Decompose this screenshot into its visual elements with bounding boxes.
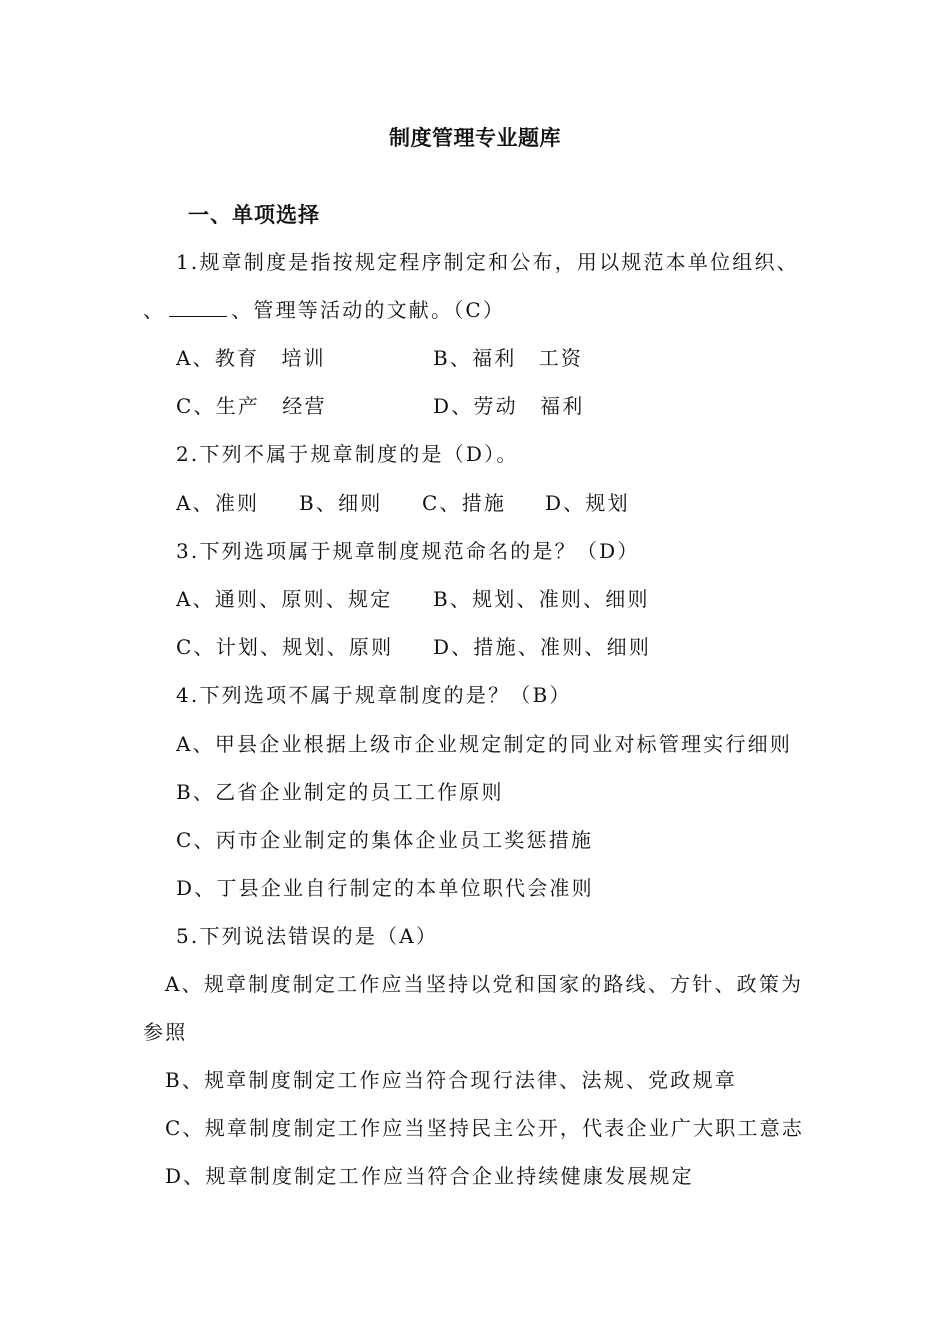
question-5-text: 5.下列说法错误的是（A） (176, 924, 439, 948)
question-3-option-c: C、计划、规划、原则 (176, 635, 394, 659)
question-5-option-d: D、规章制度制定工作应当符合企业持续健康发展规定 (165, 1164, 694, 1188)
question-2-option-d: D、规划 (545, 491, 630, 515)
question-5-option-c: C、规章制度制定工作应当坚持民主公开，代表企业广大职工意志 (165, 1116, 805, 1140)
question-3-option-d: D、措施、准则、细则 (433, 635, 652, 659)
question-1-prefix: 、 (143, 298, 166, 322)
question-3-text: 3.下列选项属于规章制度规范命名的是？（D） (176, 539, 640, 563)
question-4-option-c: C、丙市企业制定的集体企业员工奖惩措施 (176, 828, 594, 852)
document-title: 制度管理专业题库 (389, 126, 561, 150)
question-1-option-d: D、劳动 福利 (433, 394, 585, 418)
question-2-option-b: B、细则 (299, 491, 383, 515)
question-1-suffix: 、管理等活动的文献。（C） (231, 298, 506, 322)
section-heading: 一、单项选择 (188, 203, 320, 227)
question-2-option-c: C、措施 (422, 491, 507, 515)
question-4-text: 4.下列选项不属于规章制度的是？（B） (176, 683, 572, 707)
question-1-continuation (143, 296, 505, 324)
question-2-option-a: A、准则 (176, 491, 260, 515)
question-1-option-b: B、福利 工资 (433, 346, 584, 370)
question-1-text: 1.规章制度是指按规定程序制定和公布，用以规范本单位组织、 (176, 250, 799, 274)
question-3-option-a: A、通则、原则、规定 (176, 587, 393, 611)
question-5-option-a: A、规章制度制定工作应当坚持以党和国家的路线、方针、政策为 (165, 972, 804, 996)
question-5-option-b: B、规章制度制定工作应当符合现行法律、法规、党政规章 (165, 1068, 737, 1092)
question-4-option-a: A、甲县企业根据上级市企业规定制定的同业对标管理实行细则 (176, 732, 793, 756)
question-3-option-b: B、规划、准则、细则 (433, 587, 650, 611)
question-5-option-a-continuation: 参照 (143, 1020, 188, 1044)
question-4-option-b: B、乙省企业制定的员工工作原则 (176, 780, 504, 804)
question-4-option-d: D、丁县企业自行制定的本单位职代会准则 (176, 876, 594, 900)
question-1-option-c: C、生产 经营 (176, 394, 327, 418)
question-1-option-a: A、教育 培训 (176, 346, 326, 370)
fill-in-blank (169, 298, 227, 317)
question-2-text: 2.下列不属于规章制度的是（D）。 (176, 442, 519, 466)
